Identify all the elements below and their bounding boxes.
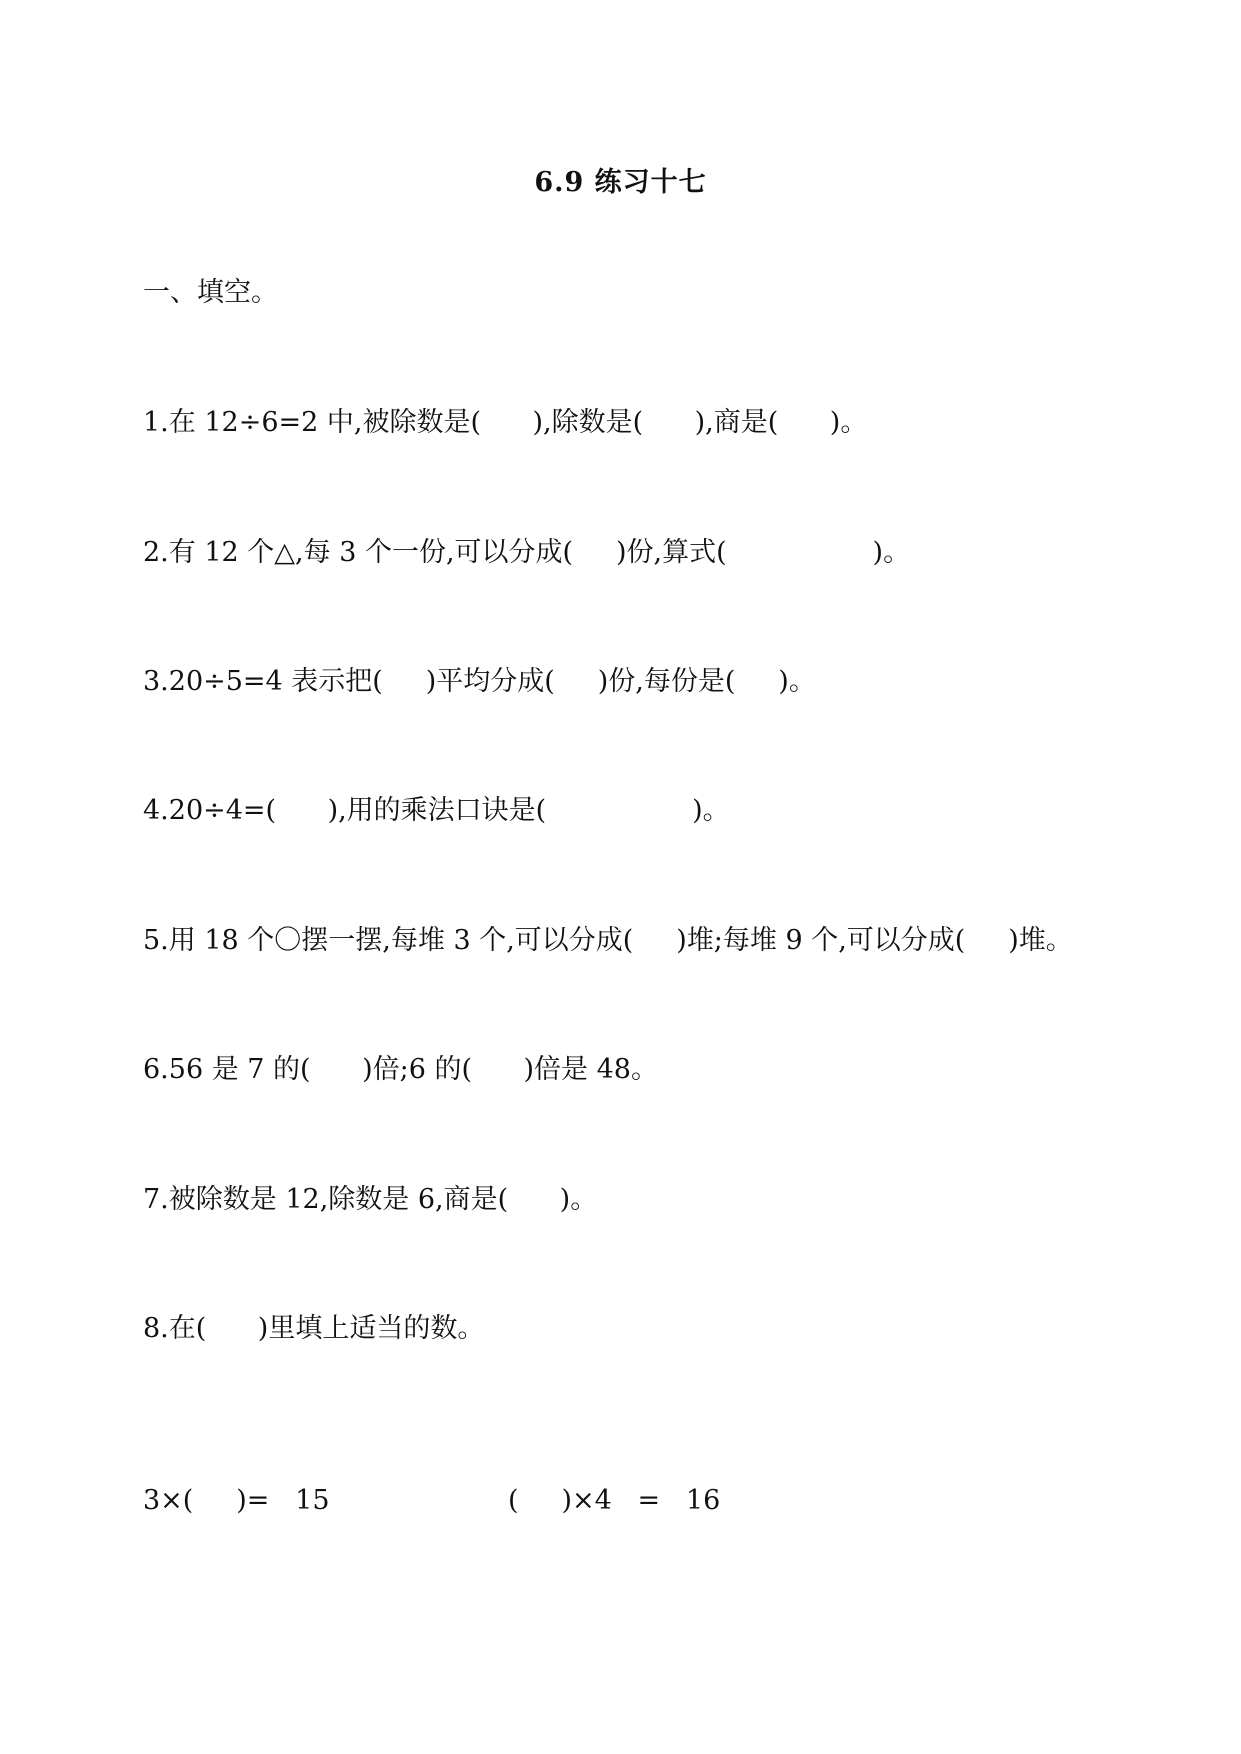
question-3: 3.20÷5=4 表示把( )平均分成( )份,每份是( )。	[143, 666, 816, 697]
question-2: 2.有 12 个△,每 3 个一份,可以分成( )份,算式( )。	[143, 537, 911, 568]
section-heading: 一、填空。	[143, 277, 278, 308]
question-8: 8.在( )里填上适当的数。	[143, 1313, 485, 1344]
equation-2: ( )×4 = 16	[508, 1485, 721, 1516]
question-4: 4.20÷4=( ),用的乘法口诀是( )。	[143, 795, 730, 826]
page-title: 6.9 练习十七	[534, 167, 707, 198]
question-7: 7.被除数是 12,除数是 6,商是( )。	[143, 1184, 598, 1215]
question-1: 1.在 12÷6=2 中,被除数是( ),除数是( ),商是( )。	[143, 407, 868, 438]
question-5: 5.用 18 个〇摆一摆,每堆 3 个,可以分成( )堆;每堆 9 个,可以分成( )堆。	[143, 925, 1073, 956]
equation-1: 3×( )= 15	[143, 1485, 330, 1516]
question-6: 6.56 是 7 的( )倍;6 的( )倍是 48。	[143, 1054, 658, 1085]
